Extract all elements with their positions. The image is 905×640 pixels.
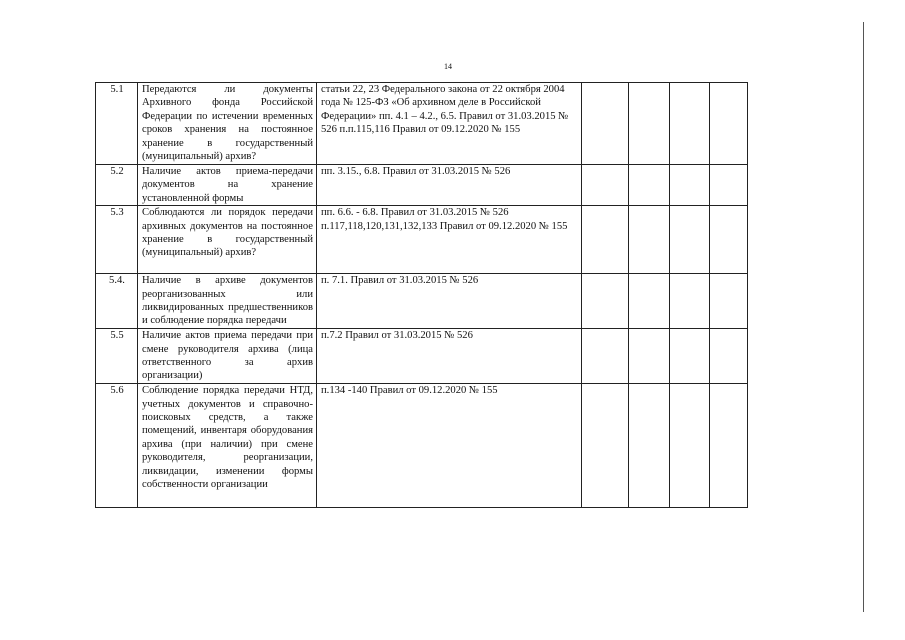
notes-cell xyxy=(710,206,748,274)
answer-na-cell xyxy=(670,329,710,384)
answer-na-cell xyxy=(670,165,710,206)
notes-cell xyxy=(710,165,748,206)
table-row xyxy=(96,206,748,274)
answer-na-cell xyxy=(670,274,710,329)
table-row xyxy=(96,274,748,329)
row-question: Соблюдаются ли порядок передачи архивных документов на постоянное хранение в государственный (муниципальный) архив? xyxy=(138,206,317,274)
answer-yes-cell xyxy=(582,206,629,274)
row-number: 5.2 xyxy=(96,165,138,206)
row-reference: статьи 22, 23 Федерального закона от 22 октября 2004 года № 125-ФЗ «Об архивном деле в Российской Федерации» пп. 4.1 – 4.2., 6.5. Правил от 31.03.2015 № 526 п.п.115,116 Правил от 09.12.2020 № 155 xyxy=(317,83,582,165)
answer-no-cell xyxy=(629,83,670,165)
answer-no-cell xyxy=(629,329,670,384)
table-row xyxy=(96,329,748,384)
answer-yes-cell xyxy=(582,83,629,165)
page-number: 14 xyxy=(444,62,452,71)
row-reference: п.134 -140 Правил от 09.12.2020 № 155 xyxy=(317,384,582,508)
notes-cell xyxy=(710,274,748,329)
row-number: 5.4. xyxy=(96,274,138,329)
row-question: Соблюдение порядка передачи НТД, учетных документов и справочно-поисковых средств, а также помещений, инвентаря оборудования архива (при наличии) при смене руководителя, реорганизации, ликвидации, изменении формы собственности организации xyxy=(138,384,317,508)
row-number: 5.3 xyxy=(96,206,138,274)
table-row xyxy=(96,384,748,508)
row-question: Передаются ли документы Архивного фонда Российской Федерации по истечении временных сроков хранения на постоянное хранение в государственный (муниципальный) архив? xyxy=(138,83,317,165)
row-number: 5.1 xyxy=(96,83,138,165)
row-question: Наличие актов приема передачи при смене руководителя архива (лица ответственного за архив организации) xyxy=(138,329,317,384)
notes-cell xyxy=(710,83,748,165)
row-question: Наличие в архиве документов реорганизованных или ликвидированных предшественников и соблюдение порядка передачи xyxy=(138,274,317,329)
notes-cell xyxy=(710,329,748,384)
row-question: Наличие актов приема-передачи документов на хранение установленной формы xyxy=(138,165,317,206)
answer-no-cell xyxy=(629,384,670,508)
row-reference: пп. 3.15., 6.8. Правил от 31.03.2015 № 526 xyxy=(317,165,582,206)
answer-yes-cell xyxy=(582,329,629,384)
answer-no-cell xyxy=(629,274,670,329)
answer-yes-cell xyxy=(582,384,629,508)
answer-yes-cell xyxy=(582,165,629,206)
notes-cell xyxy=(710,384,748,508)
scan-edge-line xyxy=(863,22,864,612)
answer-na-cell xyxy=(670,83,710,165)
row-reference: п.7.2 Правил от 31.03.2015 № 526 xyxy=(317,329,582,384)
answer-no-cell xyxy=(629,206,670,274)
row-reference: п. 7.1. Правил от 31.03.2015 № 526 xyxy=(317,274,582,329)
checklist-table xyxy=(95,82,748,508)
table-row xyxy=(96,165,748,206)
row-reference: пп. 6.6. - 6.8. Правил от 31.03.2015 № 526 п.117,118,120,131,132,133 Правил от 09.12.2020 № 155 xyxy=(317,206,582,274)
answer-na-cell xyxy=(670,384,710,508)
answer-no-cell xyxy=(629,165,670,206)
row-number: 5.6 xyxy=(96,384,138,508)
table-row xyxy=(96,83,748,165)
answer-yes-cell xyxy=(582,274,629,329)
answer-na-cell xyxy=(670,206,710,274)
row-number: 5.5 xyxy=(96,329,138,384)
